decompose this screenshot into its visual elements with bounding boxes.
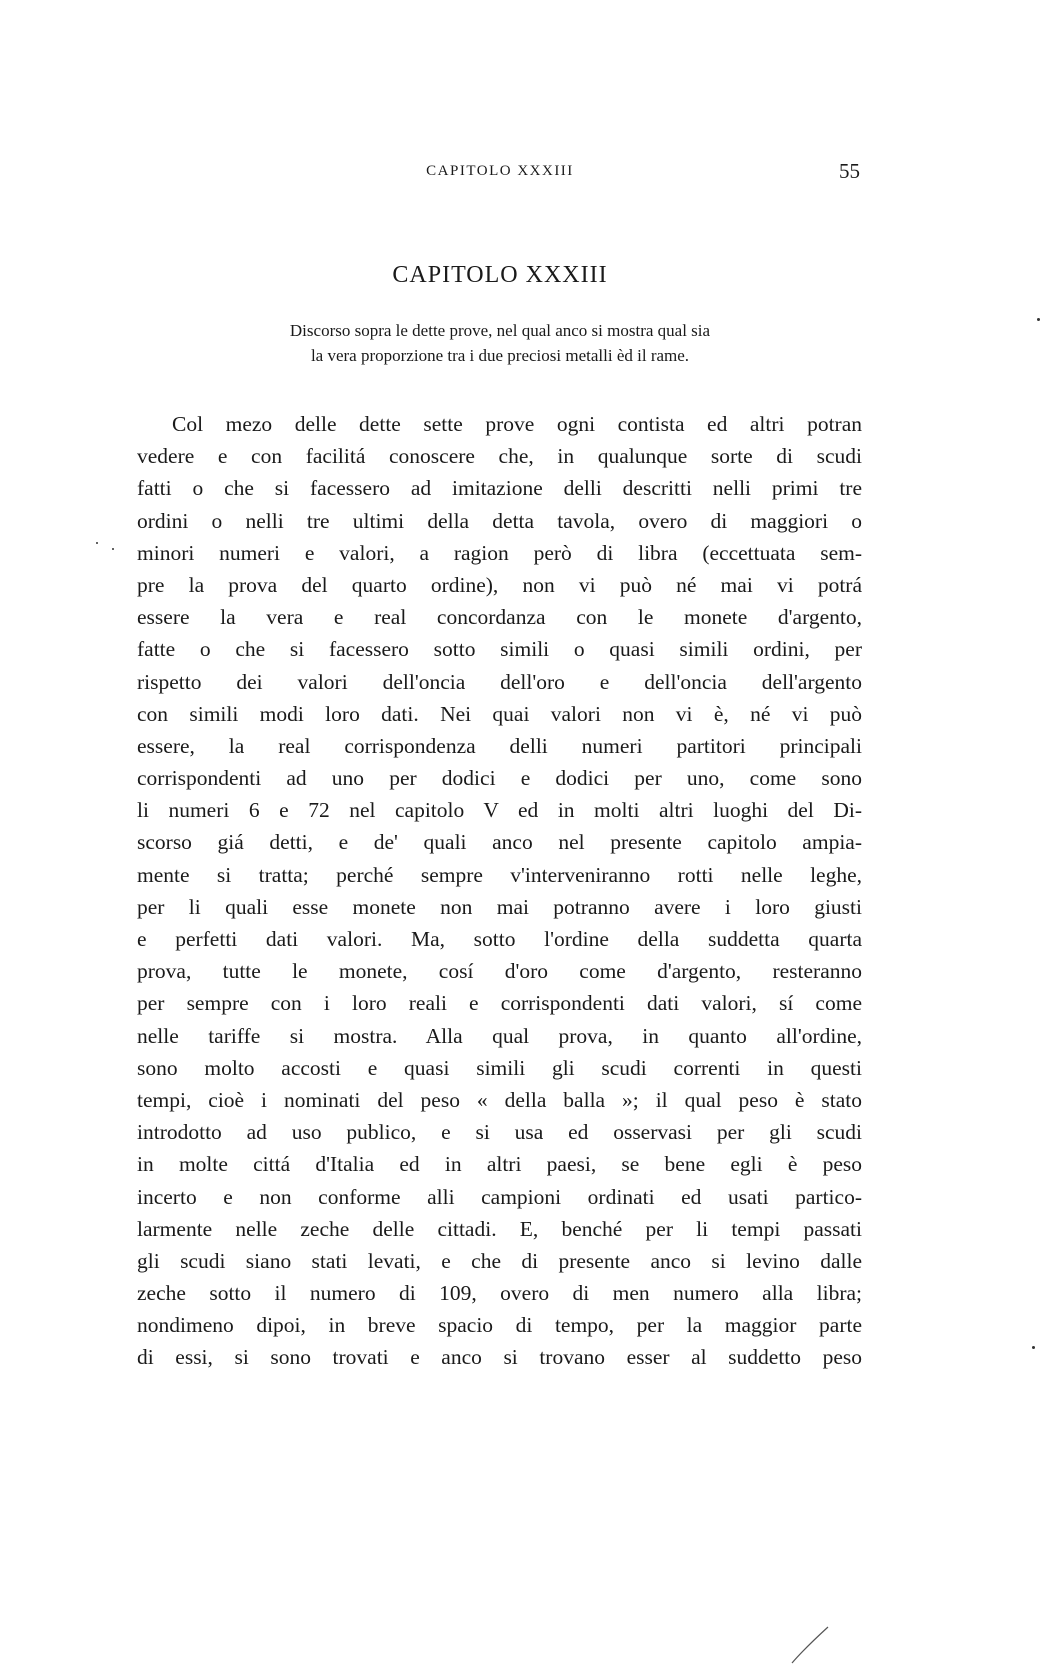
body-paragraph <box>137 408 862 1374</box>
chapter-summary <box>140 318 860 368</box>
summary-line: Discorso sopra le dette prove, nel qual anco si mostra qual sia <box>289 321 711 340</box>
text-line: fatte o che si facessero sotto simili o quasi simili ordini, per <box>137 637 862 662</box>
chapter-title: CAPITOLO XXXIII <box>392 262 608 288</box>
text-line: vedere e con facilitá conoscere che, in qualunque sorte di scudi <box>137 444 862 469</box>
text-line: zeche sotto il numero di 109, overo di men numero alla libra; <box>137 1281 862 1306</box>
text-line: di essi, si sono trovati e anco si trovano esser al suddetto peso <box>137 1345 862 1370</box>
text-line: con simili modi loro dati. Nei quai valori non vi è, né vi può <box>137 701 862 726</box>
scan-speck <box>96 542 98 544</box>
summary-line: la vera proporzione tra i due preciosi metalli èd il rame. <box>310 346 690 365</box>
text-line: scorso giá detti, e de' quali anco nel presente capitolo ampia- <box>137 830 862 855</box>
text-line: essere, la real corrispondenza delli numeri partitori principali <box>137 733 862 758</box>
text-line: pre la prova del quarto ordine), non vi può né mai vi potrá <box>137 572 862 597</box>
text-line: prova, tutte le monete, cosí d'oro come d'argento, resteranno <box>137 959 862 984</box>
running-title: CAPITOLO XXXIII <box>426 163 574 179</box>
text-line: gli scudi siano stati levati, e che di presente anco si levino dalle <box>137 1248 862 1273</box>
text-line: nelle tariffe si mostra. Alla qual prova, in quanto all'ordine, <box>137 1023 862 1048</box>
scan-speck <box>112 548 114 550</box>
text-line: minori numeri e valori, a ragion però di libra (eccettuata sem- <box>137 540 862 565</box>
text-line: e perfetti dati valori. Ma, sotto l'ordine della suddetta quarta <box>137 927 862 951</box>
text-line: essere la vera e real concordanza con le monete d'argento, <box>137 605 862 630</box>
text-line: sono molto accosti e quasi simili gli scudi correnti in questi <box>137 1055 862 1080</box>
text-line: tempi, cioè i nominati del peso « della balla »; il qual peso è stato <box>137 1087 862 1112</box>
text-line: ordini o nelli tre ultimi della detta tavola, overo di maggiori o <box>137 508 862 533</box>
text-line: mente si tratta; perché sempre v'interveniranno rotti nelle leghe, <box>137 862 862 887</box>
page-number: 55 <box>839 159 860 183</box>
text-line: li numeri 6 e 72 nel capitolo V ed in molti altri luoghi del Di- <box>137 798 862 823</box>
text-line: corrispondenti ad uno per dodici e dodici per uno, come sono <box>137 766 862 791</box>
text-line: per sempre con i loro reali e corrispondenti dati valori, sí come <box>137 991 862 1016</box>
text-line: Col mezo delle dette sette prove ogni contista ed altri potran <box>172 412 862 436</box>
text-line: introdotto ad uso publico, e si usa ed osservasi per gli scudi <box>137 1120 862 1145</box>
text-line: incerto e non conforme alli campioni ordinati ed usati partico- <box>137 1184 862 1209</box>
text-line: in molte cittá d'Italia ed in altri paesi, se bene egli è peso <box>137 1152 862 1177</box>
text-line: larmente nelle zeche delle cittadi. E, benché per li tempi passati <box>137 1216 862 1241</box>
running-head <box>140 157 860 187</box>
text-line: fatti o che si facessero ad imitazione delli descritti nelli primi tre <box>137 476 862 501</box>
scan-speck <box>1032 1346 1035 1349</box>
text-line: rispetto dei valori dell'oncia dell'oro e dell'oncia dell'argento <box>137 669 862 694</box>
pen-stroke-mark <box>790 1625 830 1664</box>
text-line: per li quali esse monete non mai potranno avere i loro giusti <box>137 894 862 919</box>
scan-speck <box>1037 318 1040 321</box>
text-line: nondimeno dipoi, in breve spacio di tempo, per la maggior parte <box>137 1313 862 1338</box>
